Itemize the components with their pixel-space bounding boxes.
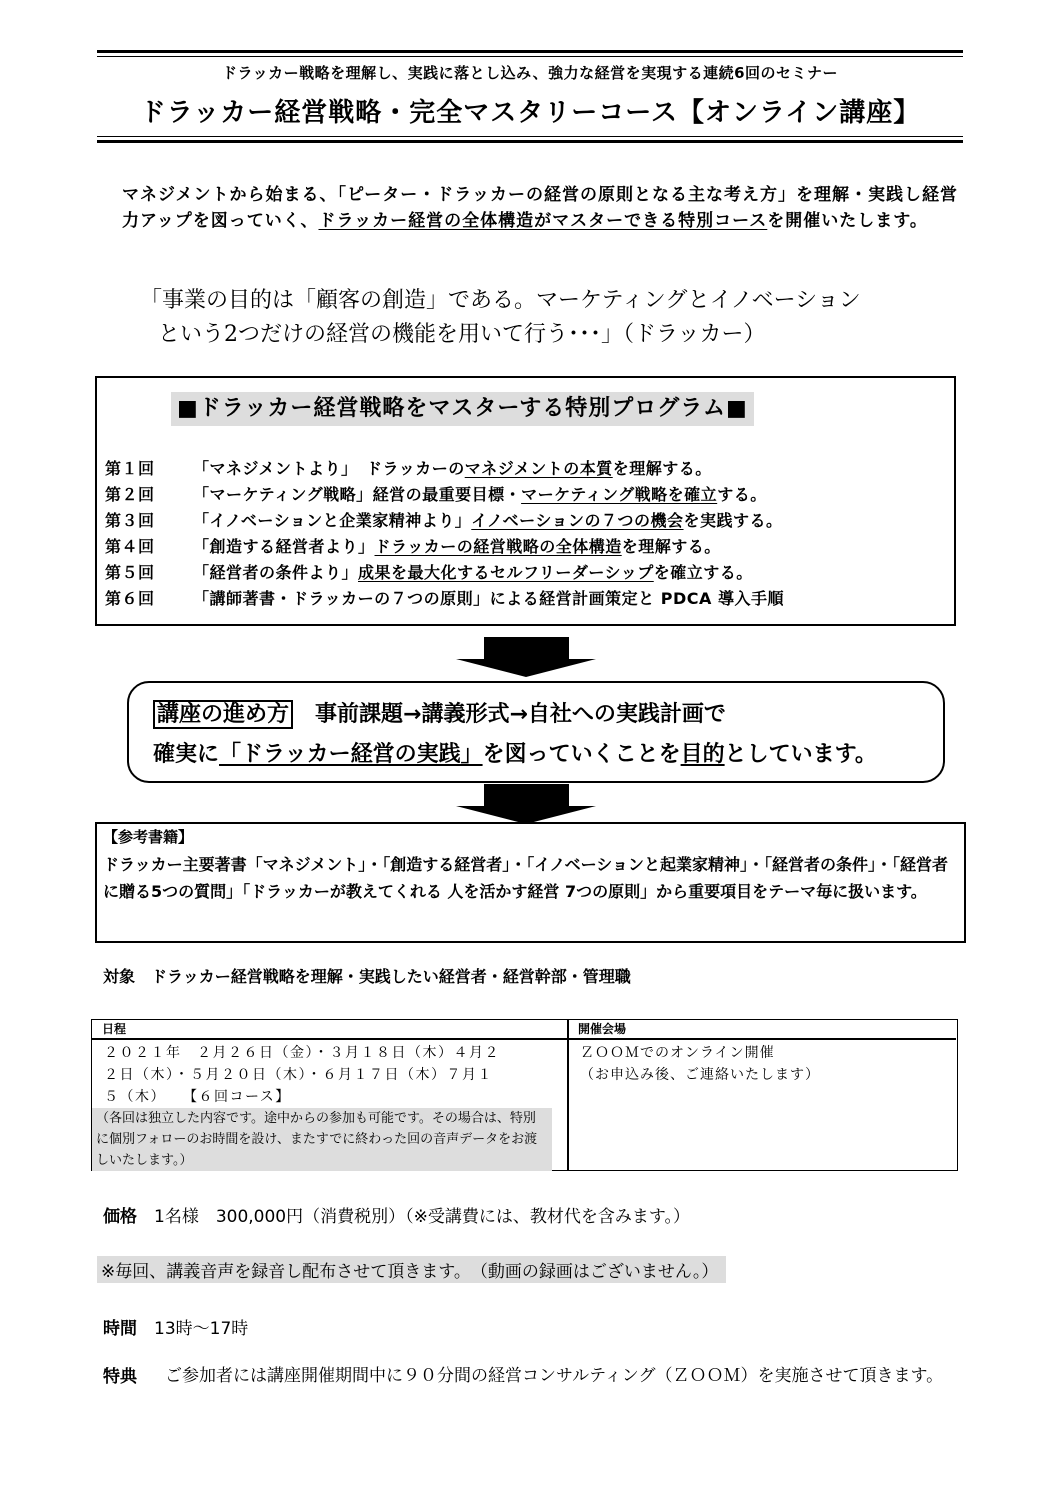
session-number: 第４回 xyxy=(105,537,155,556)
venue-cell xyxy=(580,1042,820,1086)
page-title: ドラッカー経営戦略・完全マスタリーコース【オンライン講座】 xyxy=(139,98,921,128)
session-number: 第３回 xyxy=(105,511,155,530)
quote-line-2: という2つだけの経営の機能を用いて行う･･･」（ドラッカー） xyxy=(158,322,766,347)
drucker-quote xyxy=(140,284,960,352)
session-text-end: する。 xyxy=(717,485,767,504)
method-text-1: 事前課題→講義形式→自社への実践計画で xyxy=(315,702,726,727)
time-label: 時間 xyxy=(103,1319,137,1339)
schedule-note: （各回は独立した内容です。途中からの参加も可能です。その場合は、特別に個別フォローのお時間を設け、またすでに終わった回の音声データをお渡しいたします。） xyxy=(92,1108,552,1171)
price-label: 価格 xyxy=(103,1207,137,1227)
session-highlight: 成果を最大化するセルフリーダーシップ xyxy=(358,563,654,582)
method-line-2 xyxy=(153,737,877,768)
dates-header: 日程 xyxy=(102,1022,127,1036)
session-text: 「マーケティング戦略」経営の最重要目標・ xyxy=(193,485,522,504)
time-text: 13時～17時 xyxy=(154,1319,249,1339)
references-box xyxy=(95,822,966,943)
price-row xyxy=(103,1202,690,1227)
session-row xyxy=(105,534,721,557)
method-text-2a: 確実に xyxy=(153,742,220,767)
page-subtitle: ドラッカー戦略を理解し、実践に落とし込み、強力な経営を実現する連続6回のセミナー xyxy=(221,64,839,82)
dates-line: ２０２１年 ２月２６日（金）・３月１８日（木）４月２ xyxy=(104,1045,500,1061)
header-bottom-rule xyxy=(97,140,963,143)
method-text-2c: としています。 xyxy=(724,742,877,767)
references-heading: 【参考書籍】 xyxy=(103,828,194,846)
method-line-1 xyxy=(153,697,726,728)
session-highlight: ドラッカーの経営戦略の全体構造 xyxy=(374,537,622,556)
session-number: 第５回 xyxy=(105,563,155,582)
session-number: 第１回 xyxy=(105,459,155,478)
target-audience xyxy=(103,964,631,987)
intro-text-highlight: ドラッカー経営の全体構造がマスターできる特別コース xyxy=(318,211,768,231)
session-highlight: イノベーションの７つの機会 xyxy=(471,511,684,530)
program-box xyxy=(95,376,956,626)
session-row xyxy=(105,560,753,583)
venue-line: （お申込み後、ご連絡いたします） xyxy=(580,1067,820,1083)
schedule-table xyxy=(91,1019,958,1171)
venue-header: 開催会場 xyxy=(578,1022,627,1036)
price-text: 1名様 300,000円（消費税別）（※受講費には、教材代を含みます。） xyxy=(154,1207,690,1227)
session-row xyxy=(105,586,784,609)
recording-note: ※毎回、講義音声を録音し配布させて頂きます。 （動画の録画はございません。） xyxy=(97,1256,726,1283)
session-number: 第２回 xyxy=(105,485,155,504)
intro-paragraph xyxy=(122,182,962,234)
references-body: ドラッカー主要著書「マネジメント」・「創造する経営者」・「イノベーションと起業家精神」・「経営者の条件」・「経営者に贈る5つの質問」「ドラッカーが教えてくれる 人を活かす経営 7つの原則」から重要項目をテーマ毎に扱います。 xyxy=(103,855,948,901)
benefit-label: 特典 xyxy=(103,1367,137,1387)
session-text-end: を理解する。 xyxy=(621,537,721,556)
target-label: 対象 xyxy=(103,967,136,986)
benefit-text: ご参加者には講座開催期間中に９０分間の経営コンサルティング（ＺＯＯＭ）を実施させて頂きます。 xyxy=(165,1366,944,1386)
method-text-2b: を図っていくことを xyxy=(482,742,681,767)
method-label: 講座の進め方 xyxy=(153,700,293,729)
method-box xyxy=(127,681,945,783)
session-text-end: を理解する。 xyxy=(612,459,712,478)
header-top-rule xyxy=(97,50,963,53)
session-row xyxy=(105,482,767,505)
header-top-rule-thin xyxy=(97,56,963,57)
session-highlight: マネジメントの本質 xyxy=(464,459,613,478)
table-divider xyxy=(92,1038,956,1040)
method-highlight-2: 目的 xyxy=(680,742,725,767)
session-text: 「マネジメントより」 ドラッカーの xyxy=(193,459,465,478)
schedule-dates xyxy=(104,1042,559,1108)
time-row xyxy=(103,1314,248,1339)
quote-line-1: 「事業の目的は「顧客の創造」である。マーケティングとイノベーション xyxy=(140,288,861,313)
table-divider xyxy=(567,1020,569,1170)
session-text: 「講師著書・ドラッカーの７つの原則」による経営計画策定と PDCA 導入手順 xyxy=(193,589,784,608)
session-text-end: を実践する。 xyxy=(683,511,783,530)
venue-line: ＺＯＯＭでのオンライン開催 xyxy=(580,1045,775,1061)
session-number: 第６回 xyxy=(105,589,155,608)
header-bottom-rule-thin xyxy=(97,136,963,137)
method-highlight: 「ドラッカー経営の実践」 xyxy=(219,742,483,767)
dates-line: ２日（木）・５月２０日（木）・６月１７日（木）７月１ xyxy=(104,1067,493,1083)
dates-line: ５（木） 【６回コース】 xyxy=(104,1089,291,1105)
target-text: ドラッカー経営戦略を理解・実践したい経営者・経営幹部・管理職 xyxy=(151,967,631,986)
session-row xyxy=(105,456,712,479)
session-text-end: を確立する。 xyxy=(653,563,753,582)
intro-text-1: マネジメントから始まる、「ピーター・ドラッカーの経営の原則となる主な考え方」を理解・実践し経営力アップを図っていく、 xyxy=(122,185,958,231)
session-text: 「イノベーションと企業家精神より」 xyxy=(193,511,472,530)
session-row xyxy=(105,508,783,531)
session-text: 「経営者の条件より」 xyxy=(193,563,359,582)
session-text: 「創造する経営者より」 xyxy=(193,537,375,556)
intro-text-3: を開催いたします。 xyxy=(767,211,928,231)
program-heading: ■ドラッカー経営戦略をマスターする特別プログラム■ xyxy=(171,392,754,426)
session-highlight: マーケティング戦略を確立 xyxy=(521,485,718,504)
